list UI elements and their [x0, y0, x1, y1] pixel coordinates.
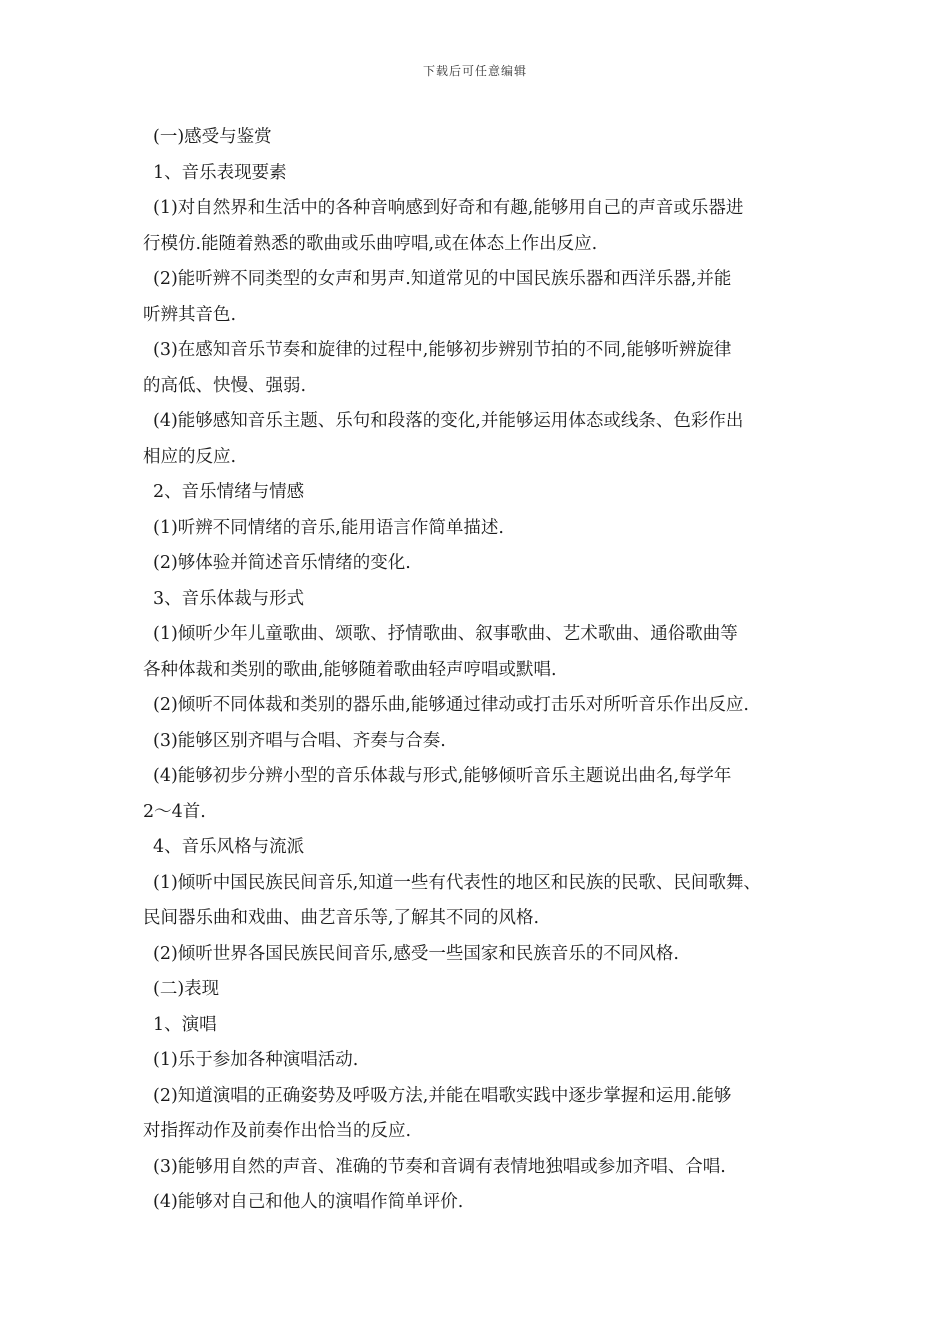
text-line: (4)能够初步分辨小型的音乐体裁与形式,能够倾听音乐主题说出曲名,每学年	[153, 766, 732, 786]
text-line: (2)能听辨不同类型的女声和男声.知道常见的中国民族乐器和西洋乐器,并能	[153, 269, 732, 289]
text-line: 3、音乐体裁与形式	[153, 588, 305, 609]
text-line: 4、音乐风格与流派	[153, 837, 305, 857]
text-line: (3)能够用自然的声音、准确的节奏和音调有表情地独唱或参加齐唱、合唱.	[153, 1156, 726, 1177]
text-line: (1)听辨不同情绪的音乐,能用语言作简单描述.	[153, 517, 504, 538]
text-line: (2)够体验并简述音乐情绪的变化.	[153, 553, 411, 573]
text-line: (1)倾听中国民族民间音乐,知道一些有代表性的地区和民族的民歌、民间歌舞、	[153, 872, 761, 893]
text-line: (1)对自然界和生活中的各种音响感到好奇和有趣,能够用自己的声音或乐器进	[153, 198, 744, 218]
text-line: (4)能够对自己和他人的演唱作简单评价.	[153, 1192, 464, 1212]
text-line: 行模仿.能随着熟悉的歌曲或乐曲哼唱,或在体态上作出反应.	[143, 233, 598, 254]
text-line: 听辨其音色.	[143, 304, 237, 325]
text-line: (4)能够感知音乐主题、乐句和段落的变化,并能够运用体态或线条、色彩作出	[153, 411, 744, 431]
text-line: 1、音乐表现要素	[153, 162, 287, 183]
text-line: 1、演唱	[153, 1014, 217, 1035]
text-line: (2)知道演唱的正确姿势及呼吸方法,并能在唱歌实践中逐步掌握和运用.能够	[153, 1085, 732, 1106]
text-line: (2)倾听不同体裁和类别的器乐曲,能够通过律动或打击乐对所听音乐作出反应.	[153, 695, 749, 715]
document-body	[143, 120, 813, 1221]
page-header: 下载后可任意编辑	[422, 64, 527, 78]
text-line: 民间器乐曲和戏曲、曲艺音乐等,了解其不同的风格.	[143, 908, 540, 928]
text-line: 的高低、快慢、强弱.	[143, 375, 307, 396]
text-line: 2～4首.	[143, 801, 206, 822]
text-line: (2)倾听世界各国民族民间音乐,感受一些国家和民族音乐的不同风格.	[153, 943, 679, 964]
text-line: (一)感受与鉴赏	[153, 127, 272, 147]
text-line: (1)倾听少年儿童歌曲、颂歌、抒情歌曲、叙事歌曲、艺术歌曲、通俗歌曲等	[153, 624, 738, 644]
text-line: (3)能够区别齐唱与合唱、齐奏与合奏.	[153, 730, 446, 751]
text-line: (1)乐于参加各种演唱活动.	[153, 1050, 359, 1070]
text-line: 对指挥动作及前奏作出恰当的反应.	[143, 1121, 412, 1141]
text-line: 2、音乐情绪与情感	[153, 482, 305, 502]
text-line: 各种体裁和类别的歌曲,能够随着歌曲轻声哼唱或默唱.	[143, 659, 557, 680]
text-line: (二)表现	[153, 979, 220, 999]
text-line: 相应的反应.	[143, 446, 237, 467]
text-line: (3)在感知音乐节奏和旋律的过程中,能够初步辨别节拍的不同,能够听辨旋律	[153, 340, 732, 360]
